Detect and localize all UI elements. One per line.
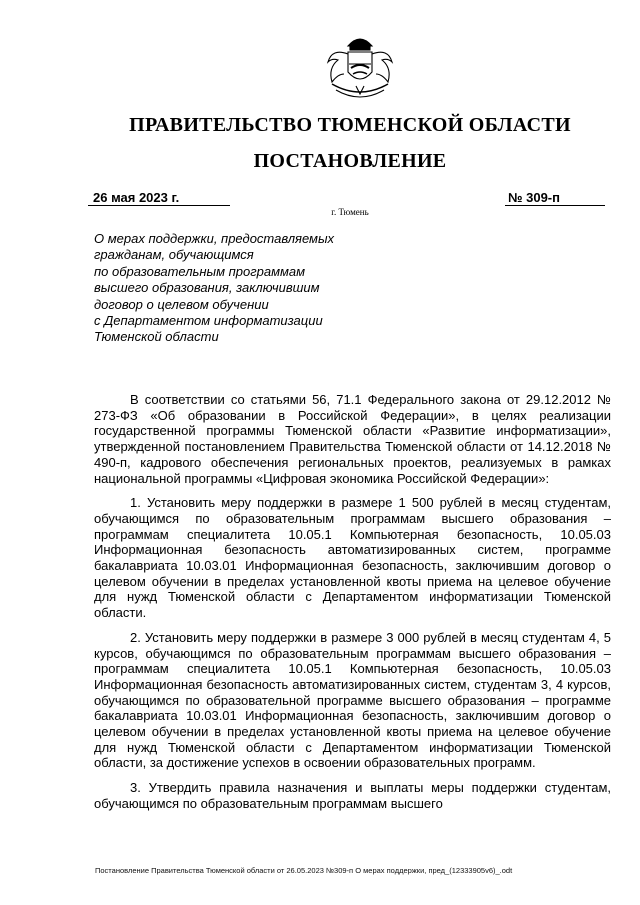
subject-line: с Департаментом информатизации [94, 313, 323, 329]
document-body [94, 392, 611, 821]
tyumen-region-coat-of-arms [318, 28, 402, 108]
subject-line: договор о целевом обучении [94, 296, 269, 312]
clause-1-paragraph: 1. Установить меру поддержки в размере 1 500 рублей в месяц студентам, обучающимся по образовательным программам высшего образования – программам специалитета 10.05.1 Компьютерная безопасность, 10.05.03 Информационная безопасность автоматизированных систем, программе бакалавриата 10.03.01 Информационная безопасность, заключившим договор о целевом обучении в пределах установленной квоты приема на целевое обучение для нужд Тюменской области с Департаментом информатизации Тюменской области. [94, 495, 611, 621]
clause-2-paragraph: 2. Установить меру поддержки в размере 3 000 рублей в месяц студентам 4, 5 курсов, обучающимся по образовательным программам высшего образования – программам специалитета 10.05.1 Компьютерная безопасность, 10.05.03 Информационная безопасность автоматизированных систем, студентам 3, 4 курсов, обучающимся по образовательной программе высшего образования – программе бакалавриата 10.03.01 Информационная безопасность, заключившим договор о целевом обучении в пределах установленной квоты приема на целевое обучение для нужд Тюменской области с Департаментом информатизации Тюменской области, за достижение успехов в освоении образовательных программ. [94, 629, 611, 771]
subject-line: О мерах поддержки, предоставляемых [94, 231, 335, 246]
subject-line: по образовательным программам [94, 263, 306, 279]
organization-title: ПРАВИТЕЛЬСТВО ТЮМЕНСКОЙ ОБЛАСТИ [129, 114, 571, 136]
date-underline [88, 205, 230, 206]
number-underline [505, 205, 605, 206]
subject-line: Тюменской области [94, 329, 219, 345]
issue-city: г. Тюмень [331, 207, 369, 217]
document-footer: Постановление Правительства Тюменской области от 26.05.2023 №309-п О мерах поддержки, пред_(12333905v6)_.odt [95, 866, 513, 875]
subject-line: гражданам, обучающимся [94, 247, 254, 263]
document-subject [94, 231, 394, 346]
clause-3-paragraph: 3. Утвердить правила назначения и выплаты меры поддержки студентам, обучающимся по образовательным программам высшего [94, 780, 611, 811]
document-number: № 309-п [508, 190, 560, 205]
document-date: 26 мая 2023 г. [93, 190, 180, 205]
preamble-paragraph: В соответствии со статьями 56, 71.1 Федерального закона от 29.12.2012 № 273-ФЗ «Об образовании в Российской Федерации», в целях реализации государственной программы Тюменской области «Развитие информатизации», утвержденной постановлением Правительства Тюменской области от 14.12.2018 № 490-п, кадрового обеспечения региональных проектов, реализуемых в рамках национальной программы «Цифровая экономика Российской Федерации»: [94, 392, 611, 486]
document-type: ПОСТАНОВЛЕНИЕ [253, 150, 447, 172]
subject-line: высшего образования, заключившим [94, 280, 320, 296]
